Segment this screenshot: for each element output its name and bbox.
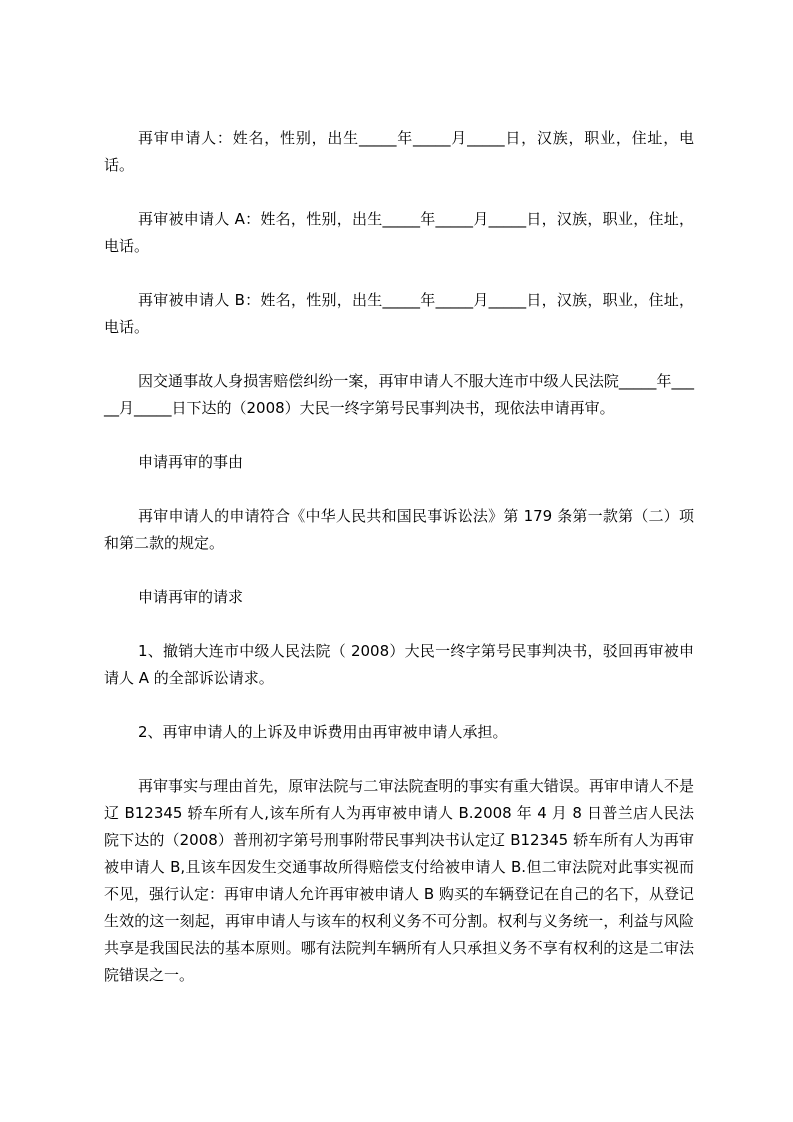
case-summary-paragraph: 因交通事故人身损害赔偿纠纷一案，再审申请人不服大连市中级人民法院_____年_____月_____日下达的（2008）大民一终字第号民事判决书，现依法申请再审。 <box>104 372 694 417</box>
facts-and-reasons-paragraph: 再审事实与理由首先，原审法院与二审法院查明的事实有重大错误。再审申请人不是辽 B12345 轿车所有人,该车所有人为再审被申请人 B.2008 年 4 月 8 日普兰店人民法院下达的（2008）普刑初字第号刑事附带民事判决书认定辽 B12345 轿车所有人为再审被申请人 B,且该车因发生交通事故所得赔偿支付给被申请人 B.但二审法院对此事实视而不见，强行认定：再审申请人允许再审被申请人 B 购买的车辆登记在自己的名下，从登记生效的这一刻起，再审申请人与该车的权利义务不可分割。权利与义务统一，利益与风险共享是我国民法的基本原则。哪有法院判车辆所有人只承担义务不享有权利的这是二审法院错误之一。 <box>104 777 694 984</box>
request-item-2: 2、再审申请人的上诉及申诉费用由再审被申请人承担。 <box>138 723 508 741</box>
applicant-info-paragraph: 再审申请人：姓名，性别，出生_____年_____月_____日，汉族，职业，住址，电话。 <box>104 129 694 174</box>
requests-heading: 申请再审的请求 <box>138 588 244 606</box>
grounds-heading: 申请再审的事由 <box>138 453 244 471</box>
document-body <box>104 125 694 1016</box>
grounds-paragraph: 再审申请人的申请符合《中华人民共和国民事诉讼法》第 179 条第一款第（二）项和第二款的规定。 <box>104 507 694 552</box>
respondent-b-info-paragraph: 再审被申请人 B：姓名，性别，出生_____年_____月_____日，汉族，职业，住址，电话。 <box>104 291 694 336</box>
respondent-a-info-paragraph: 再审被申请人 A：姓名，性别，出生_____年_____月_____日，汉族，职业，住址，电话。 <box>104 210 694 255</box>
request-item-1: 1、撤销大连市中级人民法院（ 2008）大民一终字第号民事判决书，驳回再审被申请人 A 的全部诉讼请求。 <box>104 642 694 687</box>
